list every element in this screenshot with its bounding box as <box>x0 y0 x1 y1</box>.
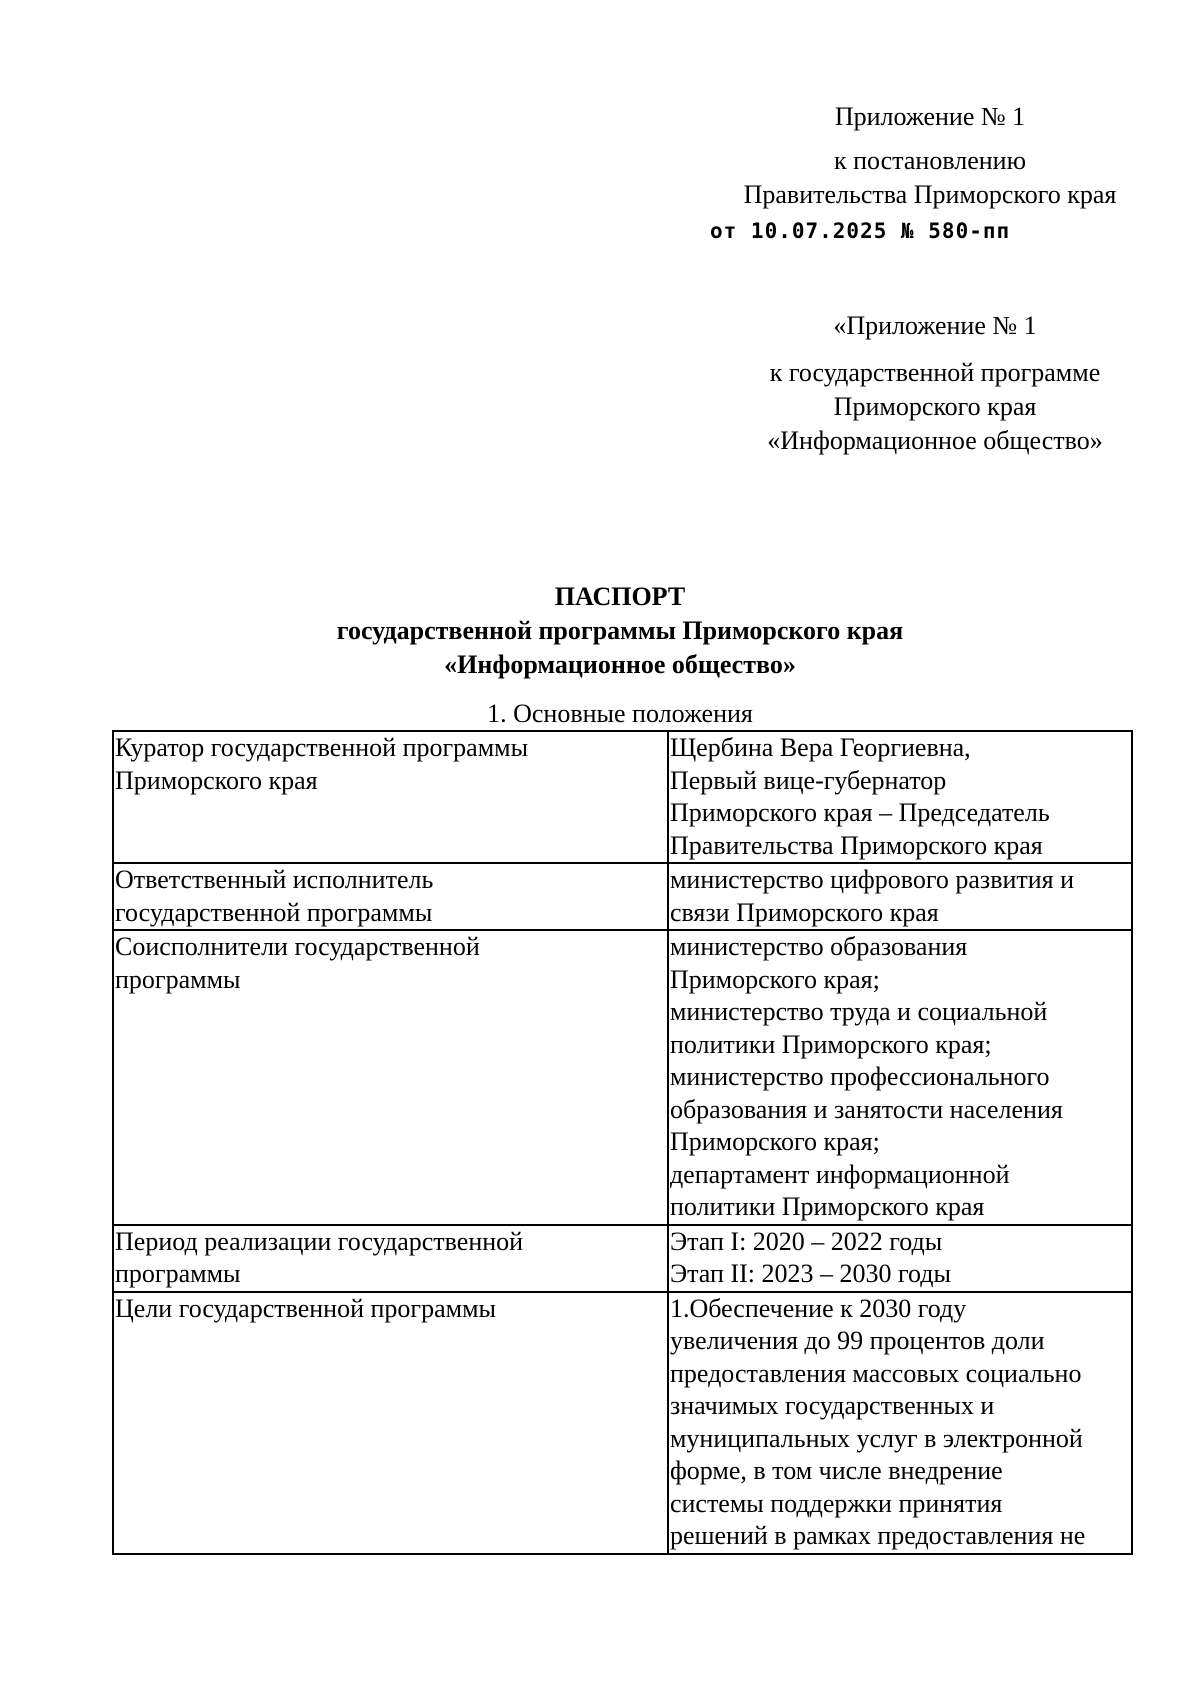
row-value-line: министерство труда и социальной <box>669 997 1048 1026</box>
passport-subheading: государственной программы Приморского края <box>336 616 904 645</box>
appendix-1-government: Правительства Приморского края <box>743 180 1117 209</box>
appendix-2-header <box>665 309 1200 458</box>
appendix-2-region: Приморского края <box>833 392 1037 421</box>
row-value-line: 1.Обеспечение к 2030 году <box>669 1293 967 1323</box>
row-value-line: Этап I: 2020 – 2022 годы <box>669 1226 943 1256</box>
row-value-line: увеличения до 99 процентов доли <box>669 1326 1045 1355</box>
row-label-line: государственной программы <box>115 897 433 927</box>
section-title: 1. Основные положения <box>487 699 753 728</box>
appendix-1-to-resolution: к постановлению <box>833 146 1027 175</box>
row-value-line: Приморского края; <box>669 1127 880 1156</box>
passport-program-name: «Информационное общество» <box>444 650 796 679</box>
row-value <box>668 731 1132 863</box>
appendix-2-to-program: к государственной программе <box>769 358 1101 387</box>
row-value-line: форме, в том числе внедрение <box>669 1456 1003 1485</box>
row-value-line: муниципальных услуг в электронной <box>669 1423 1083 1453</box>
row-value-line: Этап II: 2023 – 2030 годы <box>669 1259 951 1288</box>
passport-heading: ПАСПОРТ <box>554 582 686 611</box>
row-label-line: программы <box>115 1259 241 1288</box>
row-value-line: связи Приморского края <box>669 897 939 927</box>
row-value-line: министерство профессионального <box>669 1062 1050 1091</box>
table-row <box>113 1292 1132 1554</box>
row-value-line: министерство цифрового развития и <box>669 865 1075 894</box>
row-label <box>113 863 668 930</box>
row-value-line: решений в рамках предоставления не <box>669 1521 1086 1550</box>
row-value-line: Щербина Вера Георгиевна, <box>669 733 971 762</box>
row-label-line: Приморского края <box>115 765 318 795</box>
row-label-line: программы <box>115 964 241 994</box>
table-row <box>113 731 1132 863</box>
row-value <box>668 930 1132 1225</box>
row-label <box>113 930 668 1225</box>
row-label <box>113 1292 668 1554</box>
row-label-line: Куратор государственной программы <box>115 733 529 762</box>
row-label-line: Ответственный исполнитель <box>115 865 434 894</box>
row-value-line: политики Приморского края <box>669 1192 985 1221</box>
row-value-line: образования и занятости населения <box>669 1094 1063 1124</box>
passport-title <box>0 580 1200 682</box>
row-value-line: министерство образования <box>669 932 968 961</box>
row-value-line: системы поддержки принятия <box>669 1488 1003 1518</box>
table-row <box>113 930 1132 1225</box>
row-label <box>113 1225 668 1292</box>
appendix-1-header <box>660 100 1200 212</box>
row-value <box>668 1225 1132 1292</box>
passport-table <box>112 730 1133 1555</box>
table-row <box>113 1225 1132 1292</box>
row-value-line: департамент информационной <box>669 1159 1010 1189</box>
registration-stamp: от 10.07.2025 № 580-пп <box>710 219 1011 243</box>
row-value-line: Первый вице-губернатор <box>669 765 947 795</box>
row-value-line: Правительства Приморского края <box>669 830 1043 860</box>
appendix-1-title: Приложение № 1 <box>834 102 1026 131</box>
row-label-line: Соисполнители государственной <box>115 932 480 961</box>
row-value <box>668 1292 1132 1554</box>
row-value-line: предоставления массовых социально <box>669 1358 1082 1388</box>
row-label-line: Цели государственной программы <box>115 1293 496 1323</box>
appendix-2-title: «Приложение № 1 <box>833 311 1037 340</box>
row-value <box>668 863 1132 930</box>
row-value-line: значимых государственных и <box>669 1391 995 1420</box>
table-row <box>113 863 1132 930</box>
appendix-2-program-name: «Информационное общество» <box>767 426 1103 455</box>
row-value-line: политики Приморского края; <box>669 1029 992 1059</box>
row-label <box>113 731 668 863</box>
row-label-line: Период реализации государственной <box>115 1226 524 1256</box>
row-value-line: Приморского края – Председатель <box>669 798 1050 827</box>
row-value-line: Приморского края; <box>669 964 880 994</box>
